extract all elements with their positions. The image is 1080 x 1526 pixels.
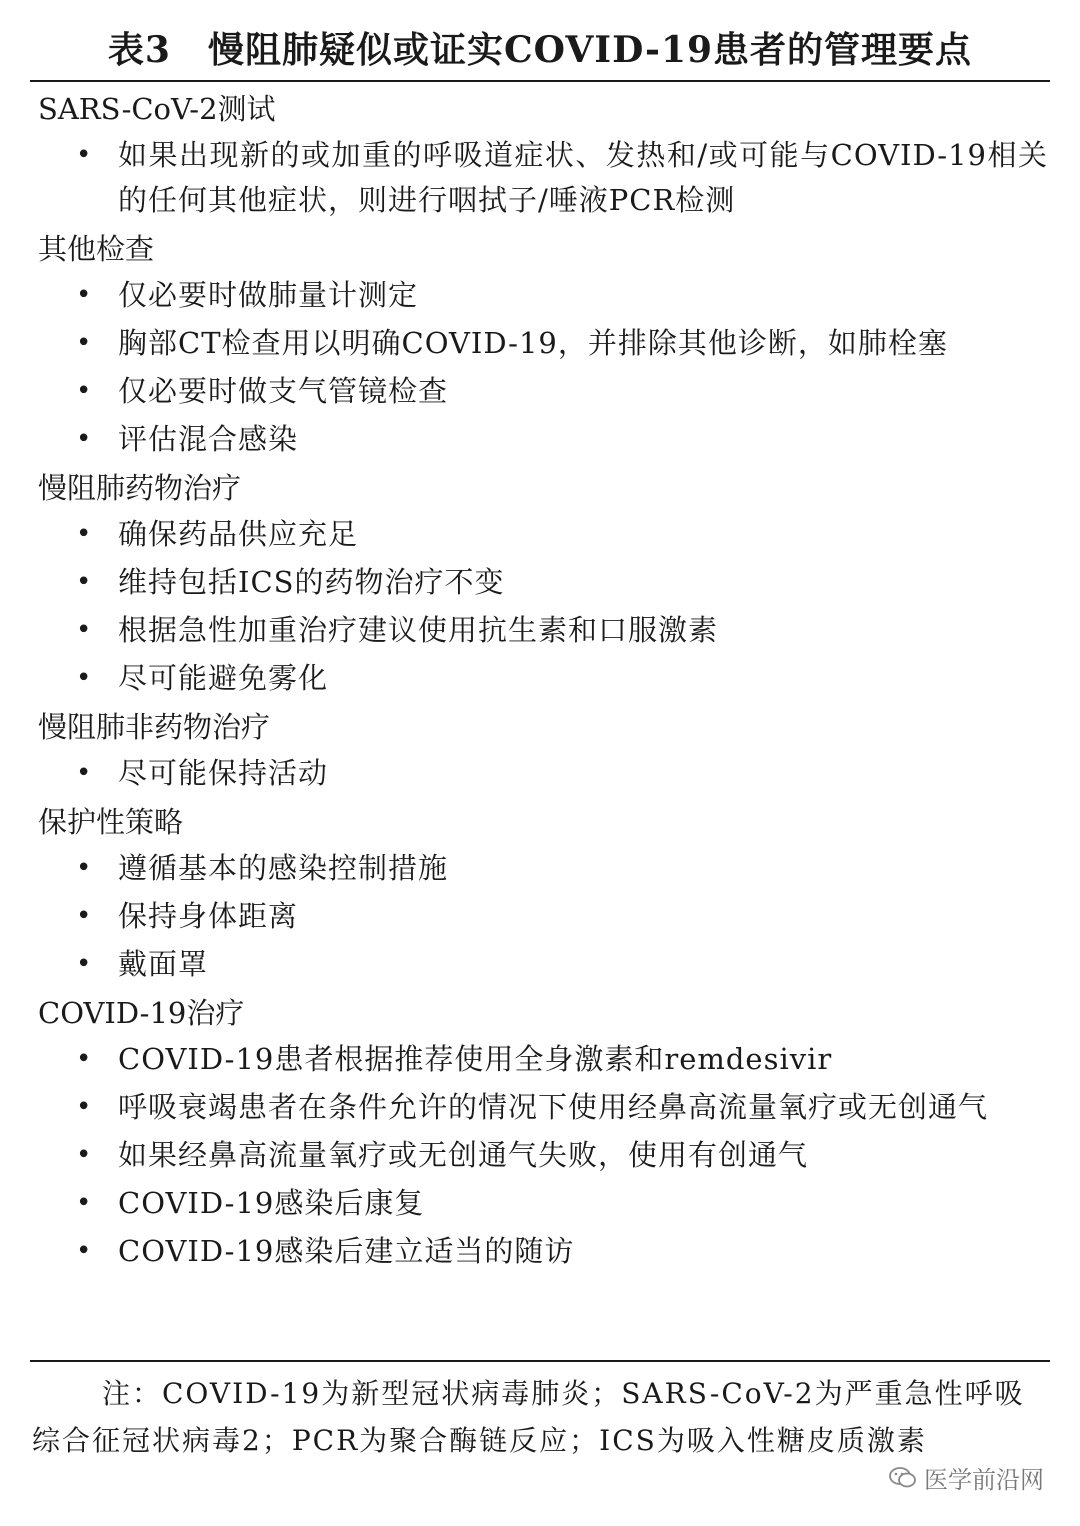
list-item-text: 如果出现新的或加重的呼吸道症状、发热和/或可能与COVID-19相关的任何其他症状，则进行咽拭子/唾液PCR检测	[118, 138, 1048, 217]
list-item	[38, 560, 1048, 605]
bullet-icon: •	[76, 1236, 92, 1266]
list-item	[38, 1181, 1048, 1226]
list-item	[38, 846, 1048, 891]
list-item-text: 保持身体距离	[118, 899, 299, 933]
bullet-icon: •	[76, 758, 92, 788]
bullet-icon: •	[76, 519, 92, 549]
list-item	[38, 133, 1048, 223]
list-item	[38, 417, 1048, 462]
bullet-icon: •	[76, 901, 92, 931]
list-item-text: 评估混合感染	[118, 422, 299, 456]
table-body	[38, 86, 1048, 1277]
section-heading: 保护性策略	[38, 805, 184, 839]
bullet-icon: •	[76, 328, 92, 358]
list-item-text: 戴面罩	[118, 947, 209, 981]
bullet-icon: •	[76, 1140, 92, 1170]
top-rule	[30, 80, 1050, 82]
list-item	[38, 369, 1048, 414]
list-item	[38, 273, 1048, 318]
wechat-icon	[888, 1465, 918, 1491]
bullet-icon: •	[76, 376, 92, 406]
list-item-text: 胸部CT检查用以明确COVID-19，并排除其他诊断，如肺栓塞	[118, 326, 948, 360]
list-item	[38, 1133, 1048, 1178]
list-item-text: COVID-19感染后建立适当的随访	[118, 1234, 575, 1268]
list-item-text: 确保药品供应充足	[118, 517, 359, 551]
bullet-icon: •	[76, 663, 92, 693]
section-heading: 慢阻肺药物治疗	[38, 471, 242, 505]
bullet-icon: •	[76, 1188, 92, 1218]
list-item	[38, 1085, 1048, 1130]
bullet-icon: •	[76, 1092, 92, 1122]
table-title: 表3 慢阻肺疑似或证实COVID-19患者的管理要点	[107, 29, 973, 71]
bottom-rule	[30, 1360, 1050, 1362]
list-item	[38, 894, 1048, 939]
list-item	[38, 1229, 1048, 1274]
list-item-text: 遵循基本的感染控制措施	[118, 851, 449, 885]
bullet-icon: •	[76, 424, 92, 454]
list-item-text: 根据急性加重治疗建议使用抗生素和口服激素	[118, 613, 719, 647]
list-item	[38, 512, 1048, 557]
watermark-label: 医学前沿网	[924, 1466, 1044, 1494]
table-note: 注：COVID-19为新型冠状病毒肺炎；SARS-CoV-2为严重急性呼吸综合征冠状病毒2；PCR为聚合酶链反应；ICS为吸入性糖皮质激素	[32, 1377, 1025, 1457]
list-item-text: 维持包括ICS的药物治疗不变	[118, 565, 505, 599]
bullet-icon: •	[76, 949, 92, 979]
bullet-icon: •	[76, 615, 92, 645]
list-item-text: 仅必要时做肺量计测定	[118, 278, 419, 312]
section-heading: SARS-CoV-2测试	[38, 92, 276, 126]
list-item-text: 尽可能保持活动	[118, 756, 329, 790]
bullet-icon: •	[76, 1044, 92, 1074]
list-item	[38, 1037, 1048, 1082]
bullet-icon: •	[76, 280, 92, 310]
list-item	[38, 942, 1048, 987]
list-item-text: COVID-19感染后康复	[118, 1186, 425, 1220]
bullet-icon: •	[76, 567, 92, 597]
list-item	[38, 656, 1048, 701]
list-item	[38, 321, 1048, 366]
list-item	[38, 608, 1048, 653]
list-item-text: 如果经鼻高流量氧疗或无创通气失败，使用有创通气	[118, 1138, 809, 1172]
watermark	[888, 1460, 1044, 1495]
list-item-text: 呼吸衰竭患者在条件允许的情况下使用经鼻高流量氧疗或无创通气	[118, 1090, 989, 1124]
section-heading: 其他检查	[38, 232, 155, 266]
list-item-text: COVID-19患者根据推荐使用全身激素和remdesivir	[118, 1042, 833, 1076]
section-heading: COVID-19治疗	[38, 996, 245, 1030]
list-item	[38, 751, 1048, 796]
bullet-icon: •	[76, 853, 92, 883]
list-item-text: 尽可能避免雾化	[118, 661, 329, 695]
bullet-icon: •	[76, 140, 92, 170]
section-heading: 慢阻肺非药物治疗	[38, 710, 271, 744]
list-item-text: 仅必要时做支气管镜检查	[118, 374, 449, 408]
